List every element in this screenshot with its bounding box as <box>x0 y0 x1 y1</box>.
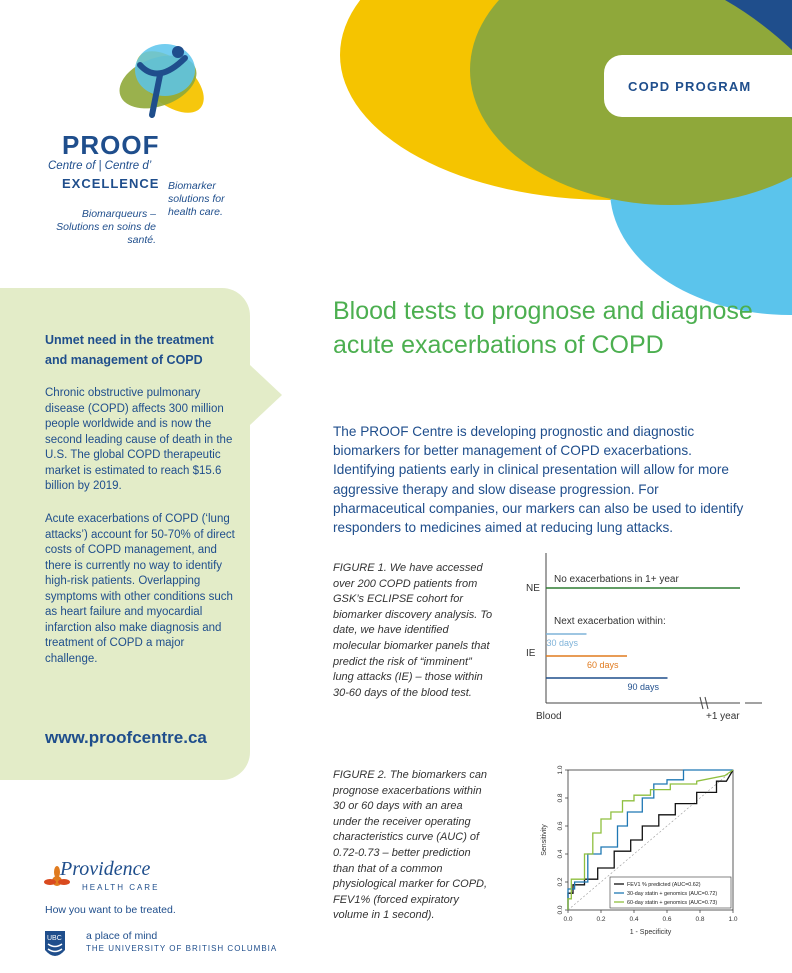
figure-2-roc-chart <box>530 760 750 950</box>
figure-1-diagram <box>520 548 780 728</box>
fig1-ne-label: NE <box>526 583 540 594</box>
providence-logo-text: Providence <box>60 858 151 880</box>
logo-tagline-en: Biomarker solutions for health care. <box>168 180 225 218</box>
roc-y-tick-label: 0.8 <box>557 793 564 803</box>
roc-legend-entry-2: 30-day statin + genomics (AUC=0.72) <box>627 891 718 897</box>
roc-x-axis-label: 1 - Specificity <box>629 929 672 936</box>
fig1-bar-label-30-days: 30 days <box>546 638 579 648</box>
roc-legend-entry-1: FEV1 % predicted (AUC=0.62) <box>627 882 701 888</box>
fig1-ie-label: IE <box>526 648 536 659</box>
page-title: Blood tests to prognose and diagnose acute exacerbations of COPD <box>333 297 753 359</box>
logo-centre-text: Centre of | Centre d’ <box>48 160 152 172</box>
sidebar-pointer <box>250 365 282 425</box>
sidebar-heading: Unmet need in the treatment and management of COPD <box>45 333 214 367</box>
fig1-bar-label-60-days: 60 days <box>587 660 619 670</box>
roc-y-tick-label: 1.0 <box>557 765 564 775</box>
roc-y-tick-label: 0.4 <box>557 849 564 859</box>
svg-text:UBC: UBC <box>47 935 62 942</box>
figure-2-caption: FIGURE 2. The biomarkers can prognose exacerbations within 30 or 60 days with an area under the receiver operating characteristics curve (AUC) of 0.72-0.73 – better prediction than that of a common physiological marker for COPD, FEV1% (forced expiratory volume in 1 second). <box>333 769 488 922</box>
fig1-bar-label-90-days: 90 days <box>627 682 660 692</box>
providence-health-care-text: HEALTH CARE <box>82 883 160 892</box>
sidebar-paragraph-1: Chronic obstructive pulmonary disease (COPD) affects 300 million people worldwide and is now the second leading cause of death in the U.S. The global COPD therapeutic market is estimated to reach $15.6 billion by 2019. <box>45 387 233 492</box>
fig1-x-start-label: Blood <box>536 711 562 722</box>
fig1-ne-text: No exacerbations in 1+ year <box>554 574 679 585</box>
intro-paragraph: The PROOF Centre is developing prognostic and diagnostic biomarkers for better management of COPD exacerbations. Identifying patients early in clinical presentation will allow for more aggressive therapy and slow disease progression. For pharmaceutical companies, our markers can also be used to identify responders to medicines aimed at reducing lung attacks. <box>333 424 744 536</box>
roc-x-tick-label: 0.6 <box>662 916 672 923</box>
roc-x-tick-label: 0.4 <box>629 916 639 923</box>
roc-x-tick-label: 0.2 <box>596 916 606 923</box>
ubc-tagline: a place of mind <box>86 930 158 942</box>
logo-tagline-fr: Biomarqueurs – Solutions en soins de santé. <box>56 208 156 246</box>
logo-proof-text: PROOF <box>62 130 160 160</box>
fig1-next-text: Next exacerbation within: <box>554 616 666 627</box>
roc-y-tick-label: 0.6 <box>557 821 564 831</box>
figure-1-caption: FIGURE 1. We have accessed over 200 COPD patients from GSK’s ECLIPSE cohort for biomarker discovery analysis. To date, we have identified molecular biomarker panels that predict the risk of “imminent” lung attacks (IE) – those within 30-60 days of the blood test. <box>333 562 493 699</box>
sidebar-paragraph-2: Acute exacerbations of COPD (‘lung attacks’) account for 50-70% of direct costs of COPD management, and there is currently no way to identify high-risk patients. Overlapping symptoms with other conditions such as heart failure and myocardial infarction also make diagnosis and treatment of COPD a major challenge. <box>45 513 235 665</box>
proof-logo-mark <box>40 30 280 130</box>
providence-tagline: How you want to be treated. <box>45 904 176 916</box>
logo-excellence-text: EXCELLENCE <box>62 176 160 191</box>
fig1-x-end-label: +1 year <box>706 711 740 722</box>
fig1-bars <box>546 634 668 692</box>
ubc-crest-icon <box>44 930 66 962</box>
roc-y-axis-label: Sensitivity <box>541 824 548 856</box>
roc-x-tick-label: 0.0 <box>563 916 573 923</box>
roc-y-tick-label: 0.2 <box>557 877 564 887</box>
roc-y-tick-label: 0.0 <box>557 905 564 915</box>
roc-x-tick-label: 1.0 <box>728 916 738 923</box>
roc-x-tick-label: 0.8 <box>695 916 705 923</box>
program-label: COPD PROGRAM <box>604 55 792 117</box>
ubc-university-name: THE UNIVERSITY OF BRITISH COLUMBIA <box>86 944 278 953</box>
roc-legend-entry-3: 60-day statin + genomics (AUC=0.73) <box>627 900 718 906</box>
website-link[interactable]: www.proofcentre.ca <box>45 728 207 747</box>
